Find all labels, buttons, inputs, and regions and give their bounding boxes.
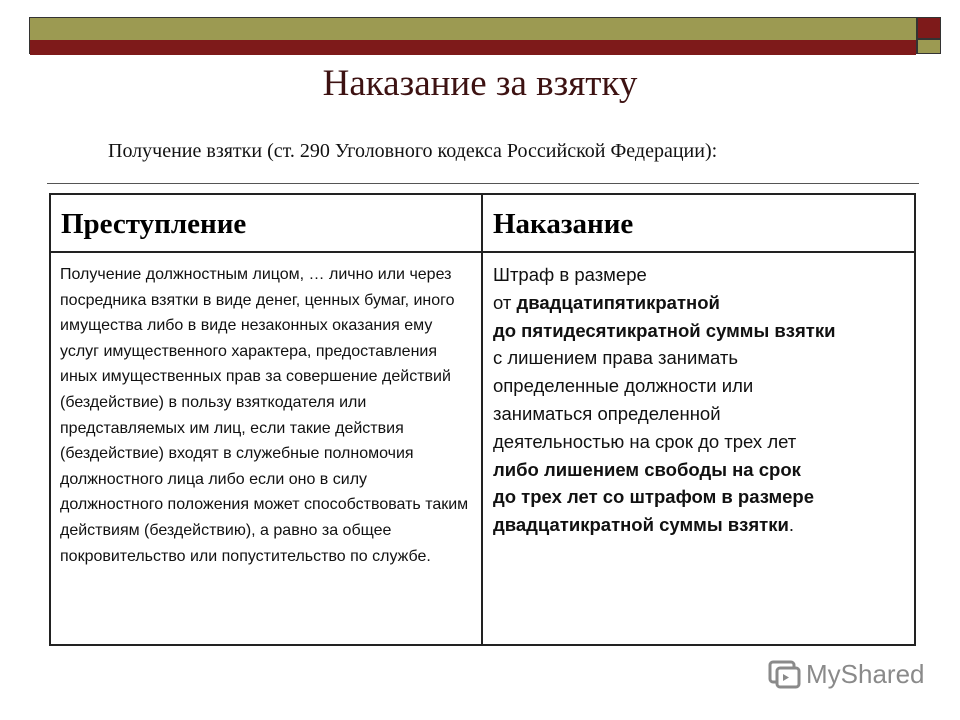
top-decor-olive-band	[30, 18, 916, 40]
divider-line	[47, 183, 919, 184]
punishment-line: заниматься определенной	[493, 402, 721, 424]
myshared-logo-icon	[768, 658, 802, 690]
punishment-line: до пятидесятикратной суммы взятки	[493, 319, 836, 341]
header-punishment: Наказание	[482, 194, 915, 252]
punishment-description	[482, 252, 915, 645]
punishment-line: двадцатикратной суммы взятки.	[493, 514, 794, 536]
slide-title: Наказание за взятку	[322, 63, 638, 104]
crime-description: Получение должностным лицом, … лично или через посредника взятки в виде денег, ценных бумаг, иного имущества либо в виде незаконных оказания ему услуг имущественного характера, предоставления иных имущественных прав за совершение действий (бездействие) в пользу взяткодателя или представляемых им лиц, если такие действия (бездействие) входят в служебные полномочия должностного лица либо если оно в силу должностного положения может способствовать таким действиям (бездействию), а равно за общее покровительство или попустительство по службе.	[50, 252, 482, 645]
watermark-text: MyShared	[806, 658, 925, 689]
table-header-row	[50, 194, 915, 252]
corner-decor-square-olive	[917, 39, 941, 54]
punishment-line: от двадцатипятикратной	[493, 291, 720, 313]
header-crime: Преступление	[50, 194, 482, 252]
punishment-line: либо лишением свободы на срок	[493, 458, 801, 480]
slide-subtitle: Получение взятки (ст. 290 Уголовного кодекса Российской Федерации):	[108, 140, 718, 162]
watermark	[768, 656, 925, 692]
punishment-line: с лишением права занимать	[493, 347, 739, 369]
table-row	[50, 252, 915, 645]
crime-punishment-table	[49, 193, 916, 646]
top-decor-bar	[29, 17, 917, 54]
punishment-line: деятельностью на срок до трех лет	[493, 430, 797, 452]
corner-decor-square-maroon	[917, 17, 941, 39]
punishment-line: до трех лет со штрафом в размере	[493, 486, 815, 508]
punishment-line: Штраф в размере	[493, 264, 647, 285]
punishment-line: определенные должности или	[493, 375, 754, 397]
top-decor-maroon-band	[30, 40, 916, 55]
